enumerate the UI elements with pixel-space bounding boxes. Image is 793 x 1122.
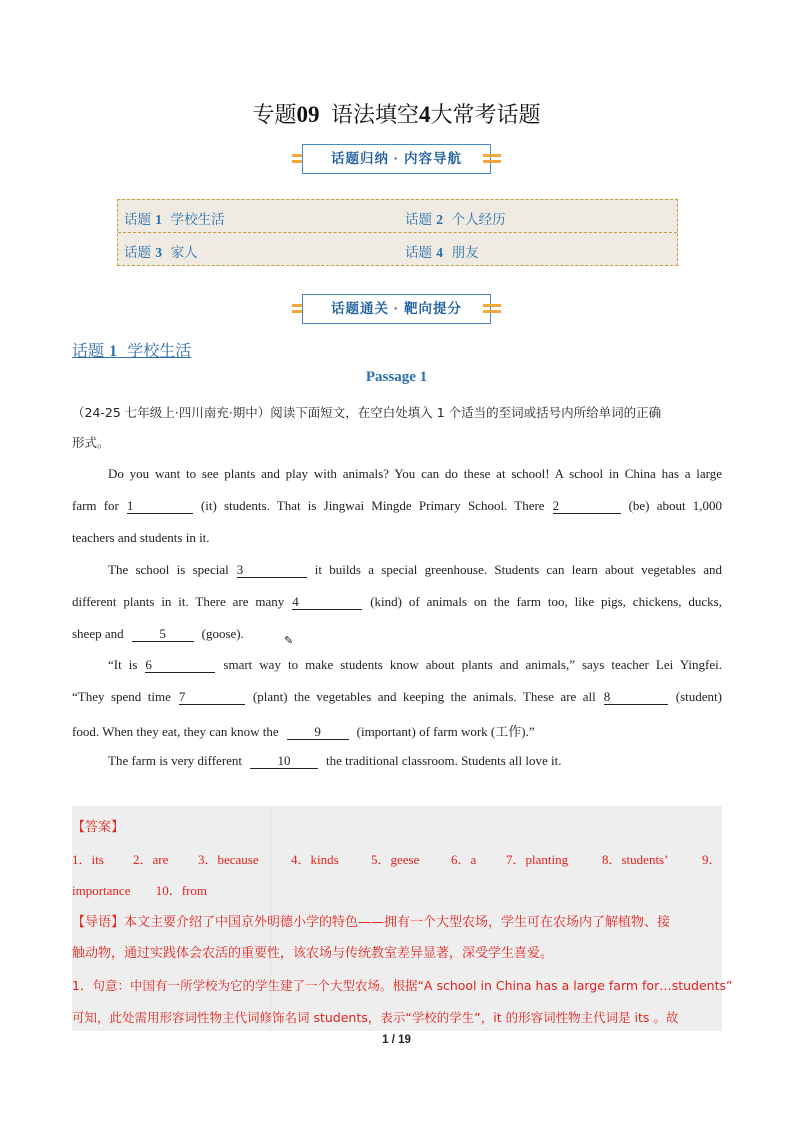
blank-8[interactable]: 8 <box>604 690 668 705</box>
page-number: 1 / 19 <box>382 1034 411 1046</box>
explanation-line-1: 1．句意：中国有一所学校为它的学生建了一个大型农场。根据“A school in China has a large farm for…students” <box>72 978 733 993</box>
nav-topic-2[interactable]: 话题 2 个人经历 <box>405 212 506 228</box>
blank-10[interactable]: 10 <box>250 754 318 769</box>
nav-topic-3[interactable]: 话题 3 家人 <box>124 245 198 261</box>
blank-3[interactable]: 3 <box>237 563 307 578</box>
badge-topic-navigation: 话题归纳 · 内容导航 <box>302 144 491 174</box>
passage-title: Passage 1 <box>365 369 428 385</box>
passage-line: “It is 6 smart way to make students know about plants and animals,” says teacher Lei Yingfei. <box>108 657 722 672</box>
passage-line: Do you want to see plants and play with animals? You can do these at school! A school in China has a large <box>108 466 722 481</box>
badge-topic-practice: 话题通关 · 靶向提分 <box>302 294 491 324</box>
section-heading-topic-1[interactable]: 话题 1 学校生活 <box>72 341 192 360</box>
badge-ornament-icon <box>483 302 501 316</box>
nav-topic-1[interactable]: 话题 1 学校生活 <box>124 212 225 228</box>
blank-4[interactable]: 4 <box>292 595 362 610</box>
guide-line-2: 触动物，通过实践体会农活的重要性，该农场与传统教室差异显著，深受学生喜爱。 <box>72 946 554 961</box>
document-page: 专题09 语法填空4大常考话题 话题归纳 · 内容导航 话题 1 学校生活 话题 2 个人经历 话题 3 家人 话题 4 朋友 话题通关 · 靶向提分 话题 1 学校生活 Passage 1 （24-25 七年级上·四川南充·期中）阅读下面短文，在空白处填入 1 个适当的至词或括号内所给单词的正确 形式。 Do you want to see plants and play with animals? You can do these at school! A school in China has a large farm for 1 (it) students. That is Jingwai Mingde Primary School. There 2 (be) about 1,000 teachers and students in it. The school is special 3 it builds a special greenhouse. Students can learn about vegetables and different plants in it. There are many 4 (kind) of animals on the farm too, like pigs, chickens, ducks, sheep and 5 (goose). ✎ “It is 6 smart way to make students know about plants and animals,” says teacher Lei Yingfei. “They spend time 7 (plant) the vegetables and keeping the animals. These are all 8 (student) food. When they eat, they can know the 9 (important) of farm work (工作).” The farm is very different 10 the traditional classroom. Students all love it. 【答案】 1．its 2．are 3．because 4．kinds 5．geese 6．a 7．planting 8．students’ 9． importance 10．from 【导语】本文主要介绍了中国京外明德小学的特色——拥有一个大型农场，学生可在农场内了解植物、接 触动物，通过实践体会农活的重要性，该农场与传统教室差异显著，深受学生喜爱。 1．句意：中国有一所学校为它的学生建了一个大型农场。根据“A school in China has a large farm for…students” 可知，此处需用形容词性物主代词修饰名词 students，表示“学校的学生”，it 的形容词性物主代词是 its 。故 1 / 19 <box>0 0 793 1122</box>
nav-topic-4[interactable]: 话题 4 朋友 <box>405 245 479 261</box>
explanation-line-2: 可知，此处需用形容词性物主代词修饰名词 students，表示“学校的学生”，it 的形容词性物主代词是 its 。故 <box>72 1010 679 1025</box>
guide-line-1: 【导语】本文主要介绍了中国京外明德小学的特色——拥有一个大型农场，学生可在农场内了解植物、接 <box>72 915 671 930</box>
blank-2[interactable]: 2 <box>553 499 621 514</box>
passage-line: farm for 1 (it) students. That is Jingwai Mingde Primary School. There 2 (be) about 1,000 <box>72 498 723 513</box>
passage-line: sheep and 5 (goose). <box>72 626 244 641</box>
document-title: 专题09 语法填空4大常考话题 <box>252 102 541 128</box>
instruction-line-1: （24-25 七年级上·四川南充·期中）阅读下面短文，在空白处填入 1 个适当的至词或括号内所给单词的正确 <box>72 405 662 420</box>
passage-line: different plants in it. There are many 4 (kind) of animals on the farm too, like pigs, chickens, ducks, <box>72 594 722 609</box>
instruction-line-2: 形式。 <box>72 435 110 450</box>
passage-line: teachers and students in it. <box>72 530 210 545</box>
nav-divider <box>118 232 677 233</box>
passage-line: food. When they eat, they can know the 9 (important) of farm work (工作).” <box>72 724 535 739</box>
passage-line: The farm is very different 10 the traditional classroom. Students all love it. <box>108 753 562 768</box>
answer-header: 【答案】 <box>72 820 125 835</box>
answer-list-line-2: importance 10．from <box>72 883 208 898</box>
passage-line: “They spend time 7 (plant) the vegetables and keeping the animals. These are all 8 (student) <box>72 689 722 704</box>
blank-6[interactable]: 6 <box>145 658 215 673</box>
blank-1[interactable]: 1 <box>127 499 193 514</box>
blank-5[interactable]: 5 <box>132 627 194 642</box>
blank-7[interactable]: 7 <box>179 690 245 705</box>
passage-line: The school is special 3 it builds a special greenhouse. Students can learn about vegetables and <box>108 562 722 577</box>
blank-9[interactable]: 9 <box>287 725 349 740</box>
stray-mark: ✎ <box>284 635 294 647</box>
badge-ornament-icon <box>483 152 501 166</box>
